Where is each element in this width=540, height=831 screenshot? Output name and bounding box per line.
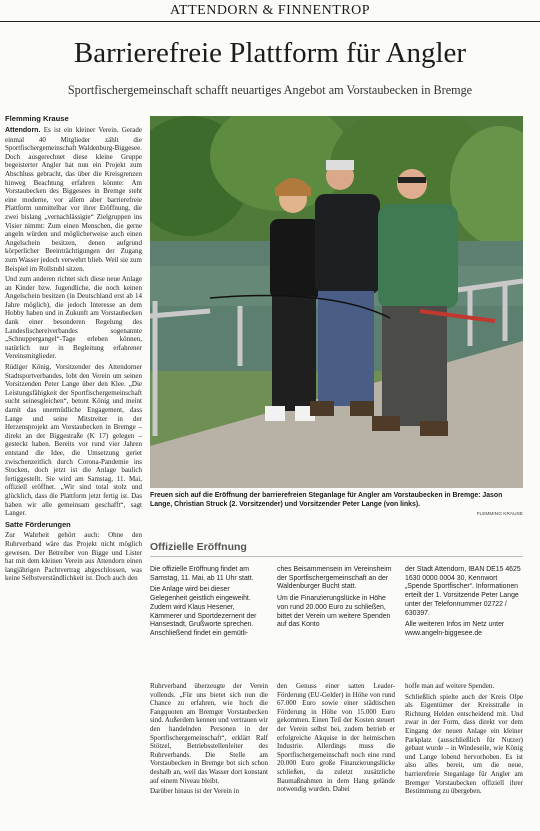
photo-caption: Freuen sich auf die Eröffnung der barrierefreien Steganlage für Angler am Vorstaubecken in Bremge: Jason Lange, Christian Struck (2. Vorsitzender) und Vorsitzender Peter Lange (von links). <box>150 492 503 508</box>
paragraph: den Genuss einer satten Leader-Förderung (EU-Gelder) in Höhe von rund 67.000 Euro sowie einer städtischen Förderung in Höhe von 15.000 Euro gekommen. Einen Teil der Kosten steuert der Verein selbst bei, zudem betrieb er erfolgreiche Akquise in der heimischen Industrie. Allerdings muss die Sportfischergemeinschaft noch eine rund 20.000 Euro große Finanzierungslücke schließen, da zuletzt zusätzliche Baumaßnahmen in dem Hang gelände notwendig wurden. Dabei <box>277 682 395 794</box>
paragraph: Attendorn. Es ist ein kleiner Verein. Gerade einmal 40 Mitglieder zählt die Sportfischergemeinschaft Waldenburg-Biggesee. Doch ausgerechnet diese kleine Gruppe begeisterter Angler hat nun ein Projekt zum Abschluss gebracht, das über die Kreisgrenzen hinweg Beachtung erfahren könnte: Am Vorstaubecken des Biggesees in Bremge steht eine moderne, vor allem aber barrierefreie Plattform unmittelbar vor ihrer Eröffnung, die zwei bislang „vernachlässigte“ Zielgruppen ins Visier nimmt: Zum einen Menschen, die gerne angeln würden und möglicherweise auch einen Angelschein besitzen, denen aufgrund körperlicher Beeinträchtigungen der Zugang zum Wasser jedoch verwehrt blieb. Weil sie zum Beispiel im Rollstuhl sitzen. <box>5 126 142 273</box>
headline: Barrierefreie Plattform für Angler <box>73 37 467 69</box>
paragraph: Und zum anderen richtet sich diese neue Anlage an Kinder bzw. Jugendliche, die noch keinen Angelschein besitzen (in Deutschland erst ab 14 Jahre möglich), die jedoch Interesse an dem Hobby haben und in Zukunft am Vorstaubecken dank einer besonderen Regelung des Landesfischereiverbandes sogenannte „Schnuppergangel“-Tage erleben können, natürlich nur in Begleitung erfahrener Vereinsmitglieder. <box>5 275 142 361</box>
paragraph: Rüdiger König, Vorsitzender des Attendorner Stadtsportverbandes, lobt den Verein um seinen Vorsitzenden Peter Lange über den Klee. „Die Leistungsfähigkeit der Sportfischergemeinschaft sucht seinesgleichen“, betont König und meint damit das unermüdliche Engagement, dass Lange und seine Mitstreiter in der Herzensprojekt am Vorstaubecken in Bremge – direkt an der Biggestraße (K 17) gelegen – gesteckt haben. Bereits vor rund vier Jahren entstand die Idee, die Umsetzung geriet zwischenzeitlich durch Corona-Pandemie ins Stocken, doch jetzt ist die Anlage baulich fertiggestellt. Sie wird am Samstag, 11. Mai, offiziell eröffnet. „Wir sind total stolz und glücklich, dass die Plattform jetzt fertig ist. Das haben wir alle gemeinsam geschafft“, sagt Langer. <box>5 363 142 518</box>
subheadline: Sportfischergemeinschaft schafft neuartiges Angebot am Vorstaubecken in Bremge <box>67 83 473 97</box>
bottom-column-1 <box>150 682 268 830</box>
info-text: der Stadt Attendorn, IBAN DE15 4625 1630 0000 0004 30, Kennwort „Spende Sportfischer“. Informationen erteilt der 1. Vorsitzende Peter Lange unter der Telefonnummer 02722 / 630397. <box>405 566 521 617</box>
info-box-column-2 <box>277 566 395 670</box>
masthead: ATTENDORN & FINNENTROP <box>0 0 540 22</box>
info-box-column-1 <box>150 566 268 670</box>
bottom-column-3 <box>405 682 523 830</box>
author-name: Flemming Krause <box>5 114 69 123</box>
divider <box>150 556 523 557</box>
paragraph: Ruhrverband überzeugte der Verein vollends. „Für uns bietet sich nun die Chance zu erfahren, wie hoch die Fangquoten am Bremger Vorstaubecken sind. Außerdem kennen und vertrauen wir den handelnden Personen in der Sportfischergemeinschaft“, erklärt Ralf Stötzel, Betriebsstellenleiter des Ruhrverbands. Die Stelle am Vorstaubecken in Bremge bot sich schon deshalb an, weil das Wasser dort konstant auf einem Niveau bleibt. <box>150 682 268 785</box>
paragraph: Schließlich spielte auch der Kreis Olpe als Eigentümer der Kreisstraße in Richtung Helden entscheidend mit. Und zwar in der Form, dass direkt vor dem Eingang der neuen Anlage ein kleiner Parkplatz (ausschließlich für Nutzer) gebaut wurde – in Windeseile, wie König und Lange lobend hervorhoben. Es ist also alles bereit, um die neue, barrierefreie Steganlage für Angler am Bremger Vorstaubecken offiziell ihrer Bestimmung zu übergeben. <box>405 692 523 796</box>
info-link-text: Alle weiteren Infos im Netz unter www.angeln-biggesee.de <box>405 621 505 637</box>
info-box-title: Offizielle Eröffnung <box>150 541 247 553</box>
info-text: Um die Finanzierungslücke in Höhe von rund 20.000 Euro zu schließen, bittet der Verein um weitere Spenden auf das Konto <box>277 595 391 629</box>
subheading: Satte Förderungen <box>5 519 71 529</box>
paragraph: Zur Wahrheit gehört auch: Ohne den Ruhrverband wäre das Projekt nicht möglich gewesen. Der Betreiber von Bigge und Lister hat mit dem kleinen Verein aus Attendorn einen langjährigen Pachtvertrag abgeschlossen, was keine Selbstverständlichkeit ist. Doch auch den <box>5 531 142 583</box>
left-column <box>5 126 142 828</box>
dateline: Attendorn. <box>5 127 41 134</box>
photo-credit: FLEMMING KRAUSE <box>476 512 523 517</box>
info-box-column-3 <box>405 566 523 670</box>
info-text: Die offizielle Eröffnung findet am Samstag, 11. Mai, ab 11 Uhr statt. <box>150 566 254 582</box>
paragraph: Darüber hinaus ist der Verein in <box>150 787 240 796</box>
info-text: Die Anlage wird bei dieser Gelegenheit geistlich eingeweiht. Zudem wird Klaus Hesener, Kämmerer und Sportdezernent der Hansestadt, Grußworte sprechen. Anschließend findet ein gemütli- <box>150 586 257 637</box>
bottom-column-2 <box>277 682 395 830</box>
info-text: ches Beisammensein im Vereinsheim der Sportfischergemeinschaft an der Waldenburger Bucht statt. <box>277 566 392 591</box>
paragraph: hoffe man auf weitere Spenden. <box>405 682 495 690</box>
photo-illustration <box>150 116 523 488</box>
article-photo <box>150 116 523 488</box>
